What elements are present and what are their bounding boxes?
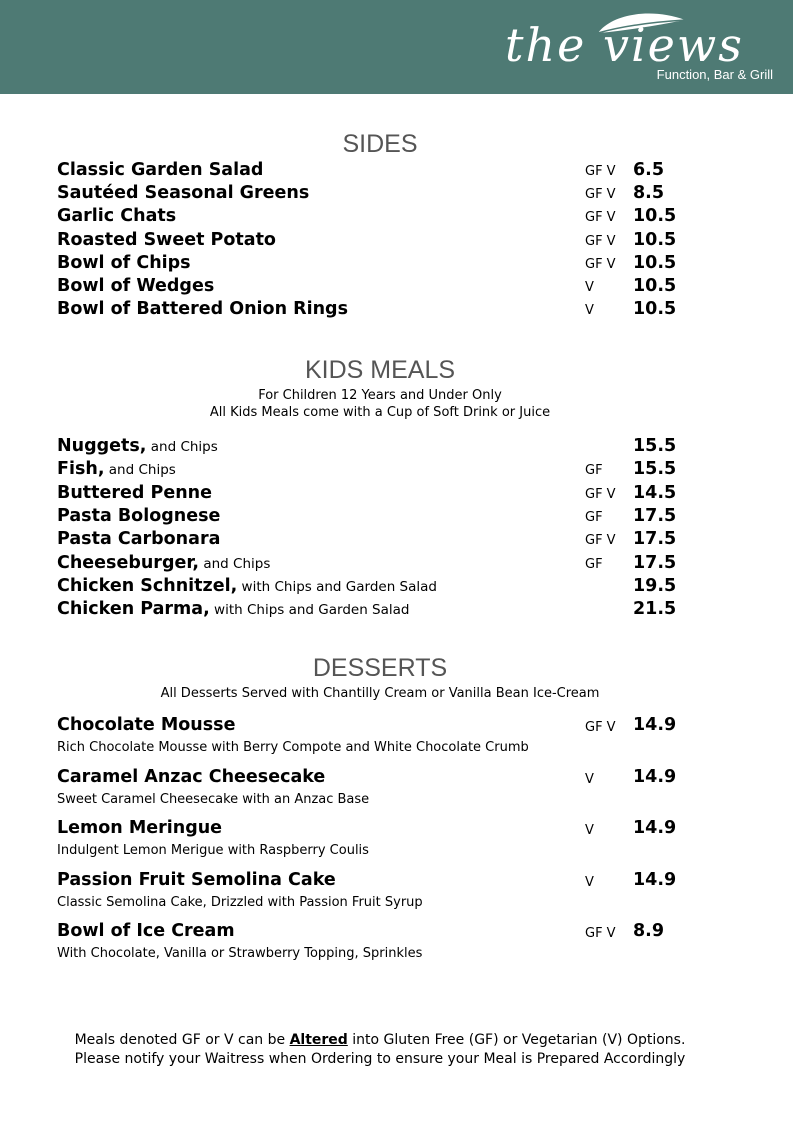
side-item-diet: GF V [585, 187, 616, 203]
footer-line-1-post: into Gluten Free (GF) or Vegetarian (V) Options. [347, 1032, 686, 1048]
kids-item [57, 506, 220, 526]
side-item-price: 10.5 [633, 299, 677, 320]
dessert-item-diet: GF V [585, 720, 616, 735]
kids-item-name: Pasta Bolognese [57, 505, 221, 526]
kids-item-diet: GF [585, 509, 603, 525]
kids-item [57, 576, 437, 596]
dessert-item-price: 14.9 [633, 818, 677, 838]
kids-item-price: 15.5 [633, 436, 677, 456]
kids-item [57, 459, 176, 479]
dessert-item-name: Chocolate Mousse [57, 715, 236, 735]
dessert-item-price: 8.9 [633, 921, 665, 941]
dessert-item-diet: V [585, 874, 594, 890]
dessert-item-price: 14.9 [633, 715, 677, 735]
header-banner [0, 0, 793, 94]
dessert-item-description: Rich Chocolate Mousse with Berry Compote and White Chocolate Crumb [57, 740, 529, 755]
footer-line-1 [0, 1031, 760, 1050]
kids-item-extra: with Chips and Garden Salad [237, 578, 437, 595]
kids-item-price: 21.5 [633, 599, 677, 620]
side-item-price: 6.5 [633, 160, 665, 180]
kids-item-name: Cheeseburger, [57, 552, 200, 573]
kids-item-name: Chicken Schnitzel, [57, 575, 238, 596]
kids-item-diet: GF [585, 556, 603, 572]
side-item-name: Bowl of Chips [57, 252, 191, 273]
dessert-item-name: Lemon Meringue [57, 818, 223, 838]
sides-title: SIDES [342, 130, 418, 158]
kids-item-price: 17.5 [633, 529, 677, 550]
kids-item-price: 17.5 [633, 505, 677, 526]
kids-item-name: Nuggets, [57, 436, 147, 456]
logo-wordmark: the views [505, 18, 744, 72]
kids-item-name: Buttered Penne [57, 482, 212, 503]
footer-line-1-pre: Meals denoted GF or V can be [74, 1032, 290, 1048]
side-item-name: Classic Garden Salad [57, 160, 264, 180]
kids-item-diet: GF V [585, 533, 616, 549]
dessert-item-description: Classic Semolina Cake, Drizzled with Passion Fruit Syrup [57, 894, 423, 910]
side-item-name: Bowl of Wedges [57, 276, 215, 296]
dessert-item-name: Passion Fruit Semolina Cake [57, 869, 336, 890]
kids-title: KIDS MEALS [304, 356, 456, 384]
side-item-price: 8.5 [633, 183, 665, 204]
side-item-price: 10.5 [633, 206, 677, 227]
kids-item [57, 599, 410, 619]
dessert-item-name: Bowl of Ice Cream [57, 921, 235, 941]
dessert-item-price: 14.9 [633, 869, 677, 890]
kids-item-diet: GF V [585, 486, 616, 502]
kids-item-name: Chicken Parma, [57, 599, 210, 620]
dessert-item-description: Sweet Caramel Cheesecake with an Anzac Base [57, 791, 370, 807]
kids-item-price: 19.5 [633, 575, 677, 596]
kids-item [57, 553, 270, 573]
side-item-price: 10.5 [633, 229, 677, 250]
kids-item-extra: with Chips and Garden Salad [209, 602, 410, 619]
kids-item-price: 15.5 [633, 459, 677, 480]
footer-note [0, 1031, 760, 1069]
dessert-item-price: 14.9 [633, 766, 677, 787]
kids-item-name: Pasta Carbonara [57, 529, 221, 550]
dessert-item-diet: V [585, 771, 594, 787]
side-item-diet: GF V [585, 256, 616, 272]
side-item-diet: GF V [585, 233, 616, 249]
kids-item [57, 529, 220, 549]
kids-item [57, 483, 212, 503]
side-item-price: 10.5 [633, 276, 677, 296]
kids-item-price: 14.5 [633, 482, 677, 503]
side-item-diet: GF V [585, 210, 616, 226]
kids-item-name: Fish, [57, 459, 105, 480]
side-item-diet: V [585, 303, 594, 319]
footer-altered-emphasis: Altered [289, 1032, 348, 1048]
dessert-item-description: With Chocolate, Vanilla or Strawberry Topping, Sprinkles [57, 946, 423, 961]
side-item-name: Sautéed Seasonal Greens [57, 183, 310, 204]
kids-item-extra: and Chips [199, 555, 271, 572]
desserts-note: All Desserts Served with Chantilly Cream or Vanilla Bean Ice-Cream [160, 686, 600, 701]
dessert-item-diet: V [585, 823, 594, 838]
dessert-item-description: Indulgent Lemon Merigue with Raspberry Coulis [57, 843, 369, 858]
kids-note-age: For Children 12 Years and Under Only [258, 388, 502, 403]
logo-subtitle: Function, Bar & Grill [656, 67, 773, 82]
dessert-item-diet: GF V [585, 926, 616, 941]
side-item-diet: GF V [585, 164, 616, 179]
dessert-item-name: Caramel Anzac Cheesecake [57, 766, 326, 787]
kids-item [57, 436, 218, 456]
side-item-diet: V [585, 280, 594, 295]
kids-note-drink: All Kids Meals come with a Cup of Soft Drink or Juice [209, 405, 551, 420]
side-item-name: Garlic Chats [57, 206, 177, 227]
kids-item-extra: and Chips [104, 462, 176, 479]
kids-item-diet: GF [585, 463, 603, 479]
desserts-title: DESSERTS [312, 654, 448, 682]
side-item-name: Roasted Sweet Potato [57, 229, 276, 250]
side-item-price: 10.5 [633, 252, 677, 273]
kids-item-price: 17.5 [633, 552, 677, 573]
side-item-name: Bowl of Battered Onion Rings [57, 299, 348, 320]
footer-line-2: Please notify your Waitress when Ordering to ensure your Meal is Prepared Accordingly [74, 1051, 686, 1067]
kids-item-extra: and Chips [146, 439, 218, 455]
